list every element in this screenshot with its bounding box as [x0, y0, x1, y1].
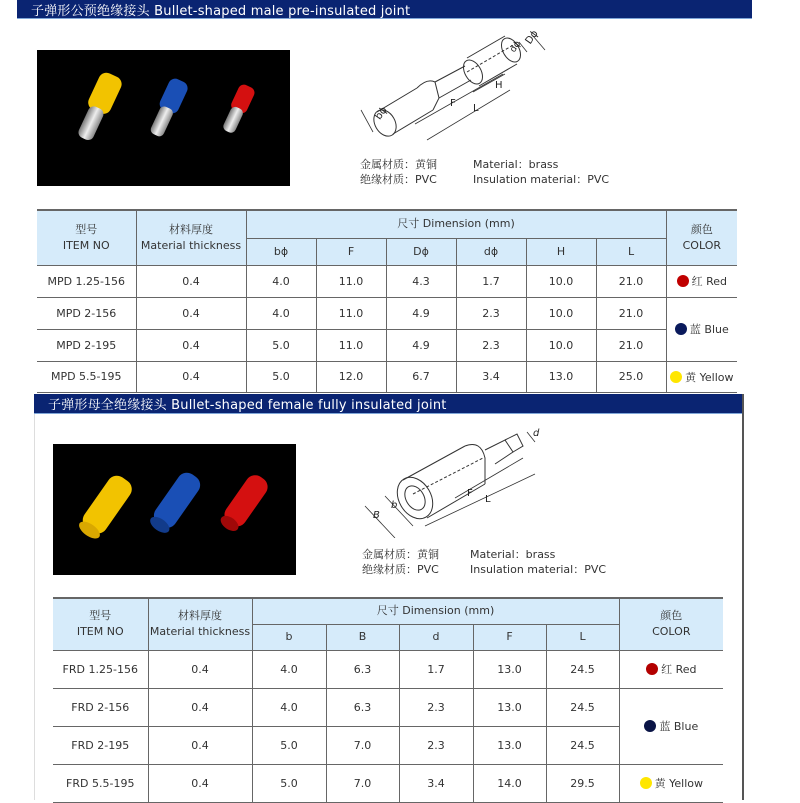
blue-dot-icon — [675, 323, 687, 335]
red-dot-icon — [677, 275, 689, 287]
metal-material-en: Material：brass — [470, 548, 556, 561]
header-dim-d: d — [399, 624, 473, 650]
header-dimension: 尺寸 Dimension (mm) — [252, 598, 619, 624]
dim-value: 25.0 — [596, 361, 666, 392]
dim-value: 4.0 — [246, 265, 316, 297]
thickness: 0.4 — [148, 764, 252, 802]
dim-value: 14.0 — [473, 764, 546, 802]
dim-value: 6.7 — [386, 361, 456, 392]
yellow-dot-icon — [640, 777, 652, 789]
header-color: 颜色 COLOR — [666, 210, 737, 265]
dim-value: 2.3 — [399, 726, 473, 764]
header-dim-b: b — [252, 624, 326, 650]
metal-material-en: Material：brass — [473, 158, 559, 171]
item-no: FRD 2-195 — [53, 726, 148, 764]
female-section-title: 子弹形母全绝缘接头 Bullet-shaped female fully insulated joint — [48, 398, 447, 413]
dim-value: 1.7 — [456, 265, 526, 297]
header-material-thickness: 材料厚度 Material thickness — [148, 598, 252, 650]
table-row — [53, 764, 723, 802]
item-no: MPD 2-156 — [37, 297, 136, 329]
female-section-right-border — [742, 394, 744, 800]
table-row — [37, 361, 737, 392]
female-dimension-diagram — [355, 428, 555, 538]
color-yellow: 黄 Yellow — [619, 764, 723, 802]
table-row — [53, 688, 723, 726]
diagram-label-B: B — [373, 510, 380, 521]
dim-value: 10.0 — [526, 329, 596, 361]
male-connectors-photo — [37, 50, 290, 186]
header-dim-H: H — [526, 238, 596, 265]
dim-value: 3.4 — [456, 361, 526, 392]
dim-value: 21.0 — [596, 297, 666, 329]
dim-value: 4.9 — [386, 329, 456, 361]
header-dim-F: F — [316, 238, 386, 265]
blue-dot-icon — [644, 720, 656, 732]
header-material-thickness: 材料厚度 Material thickness — [136, 210, 246, 265]
dim-value: 6.3 — [326, 650, 399, 688]
insulation-material-cn: 绝缘材质：PVC — [362, 563, 439, 576]
red-dot-icon — [646, 663, 658, 675]
color-blue: 蓝 Blue — [619, 688, 723, 764]
header-color: 颜色 COLOR — [619, 598, 723, 650]
dim-value: 10.0 — [526, 265, 596, 297]
header-dim-B: B — [326, 624, 399, 650]
female-connectors-image — [53, 444, 296, 575]
thickness: 0.4 — [136, 329, 246, 361]
dim-value: 4.0 — [252, 688, 326, 726]
dim-value: 21.0 — [596, 329, 666, 361]
dim-value: 13.0 — [473, 688, 546, 726]
color-yellow: 黄 Yellow — [666, 361, 737, 392]
header-dim-b: bϕ — [246, 238, 316, 265]
diagram-label-b: b — [391, 500, 398, 511]
diagram-label-d: d — [533, 428, 540, 439]
header-item-no: 型号 ITEM NO — [37, 210, 136, 265]
diagram-label-L: L — [473, 103, 479, 114]
dim-value: 4.0 — [246, 297, 316, 329]
male-section-title: 子弹形公预绝缘接头 Bullet-shaped male pre-insulated joint — [31, 3, 411, 19]
dim-value: 5.0 — [246, 361, 316, 392]
thickness: 0.4 — [136, 297, 246, 329]
dim-value: 13.0 — [473, 726, 546, 764]
table-row — [37, 329, 737, 361]
table-row — [53, 650, 723, 688]
dim-value: 12.0 — [316, 361, 386, 392]
header-dim-d: dϕ — [456, 238, 526, 265]
header-dim-F: F — [473, 624, 546, 650]
diagram-label-d: dϕ — [508, 39, 524, 55]
item-no: MPD 2-195 — [37, 329, 136, 361]
diagram-label-D: Dϕ — [523, 28, 541, 47]
dim-value: 4.3 — [386, 265, 456, 297]
header-dimension: 尺寸 Dimension (mm) — [246, 210, 666, 238]
male-dimension-diagram — [355, 28, 555, 148]
dim-value: 7.0 — [326, 726, 399, 764]
table-row — [37, 297, 737, 329]
insulation-material-en: Insulation material：PVC — [473, 173, 610, 186]
thickness: 0.4 — [148, 688, 252, 726]
male-joint-drawing — [355, 28, 555, 148]
dim-value: 11.0 — [316, 329, 386, 361]
male-material-specs — [360, 157, 609, 187]
metal-material-cn: 金属材质：黄铜 — [362, 548, 439, 561]
female-connectors-photo — [53, 444, 296, 575]
thickness: 0.4 — [136, 265, 246, 297]
dim-value: 6.3 — [326, 688, 399, 726]
item-no: MPD 5.5-195 — [37, 361, 136, 392]
thickness: 0.4 — [136, 361, 246, 392]
header-dim-L: L — [596, 238, 666, 265]
insulation-material-en: Insulation material：PVC — [470, 563, 607, 576]
female-joint-drawing — [355, 428, 555, 538]
dim-value: 21.0 — [596, 265, 666, 297]
male-connectors-image — [37, 50, 290, 186]
dim-value: 24.5 — [546, 726, 619, 764]
yellow-dot-icon — [670, 371, 682, 383]
color-red: 红 Red — [619, 650, 723, 688]
dim-value: 1.7 — [399, 650, 473, 688]
thickness: 0.4 — [148, 726, 252, 764]
item-no: FRD 1.25-156 — [53, 650, 148, 688]
dim-value: 2.3 — [456, 297, 526, 329]
male-section-banner — [17, 0, 752, 19]
dim-value: 2.3 — [456, 329, 526, 361]
dim-value: 2.3 — [399, 688, 473, 726]
dim-value: 5.0 — [252, 726, 326, 764]
dim-value: 13.0 — [526, 361, 596, 392]
female-material-specs — [362, 547, 606, 577]
diagram-label-F: F — [467, 488, 473, 499]
dim-value: 7.0 — [326, 764, 399, 802]
dim-value: 13.0 — [473, 650, 546, 688]
header-dim-L: L — [546, 624, 619, 650]
dim-value: 3.4 — [399, 764, 473, 802]
thickness: 0.4 — [148, 650, 252, 688]
dim-value: 10.0 — [526, 297, 596, 329]
insulation-material-cn: 绝缘材质：PVC — [360, 173, 437, 186]
color-red: 红 Red — [666, 265, 737, 297]
diagram-label-L: L — [485, 494, 491, 505]
metal-material-cn: 金属材质：黄铜 — [360, 158, 437, 171]
dim-value: 24.5 — [546, 650, 619, 688]
color-blue: 蓝 Blue — [666, 297, 737, 361]
diagram-label-F: F — [450, 98, 456, 109]
diagram-label-b: bϕ — [373, 105, 390, 122]
dim-value: 29.5 — [546, 764, 619, 802]
female-section-banner — [34, 394, 743, 414]
female-section-left-border — [34, 414, 35, 800]
item-no: FRD 5.5-195 — [53, 764, 148, 802]
item-no: FRD 2-156 — [53, 688, 148, 726]
dim-value: 4.0 — [252, 650, 326, 688]
male-spec-table — [37, 209, 737, 393]
item-no: MPD 1.25-156 — [37, 265, 136, 297]
header-dim-D: Dϕ — [386, 238, 456, 265]
header-item-no: 型号 ITEM NO — [53, 598, 148, 650]
dim-value: 11.0 — [316, 297, 386, 329]
dim-value: 11.0 — [316, 265, 386, 297]
diagram-label-H: H — [495, 80, 503, 91]
dim-value: 24.5 — [546, 688, 619, 726]
dim-value: 4.9 — [386, 297, 456, 329]
dim-value: 5.0 — [246, 329, 316, 361]
dim-value: 5.0 — [252, 764, 326, 802]
female-spec-table — [53, 597, 723, 803]
table-row — [37, 265, 737, 297]
